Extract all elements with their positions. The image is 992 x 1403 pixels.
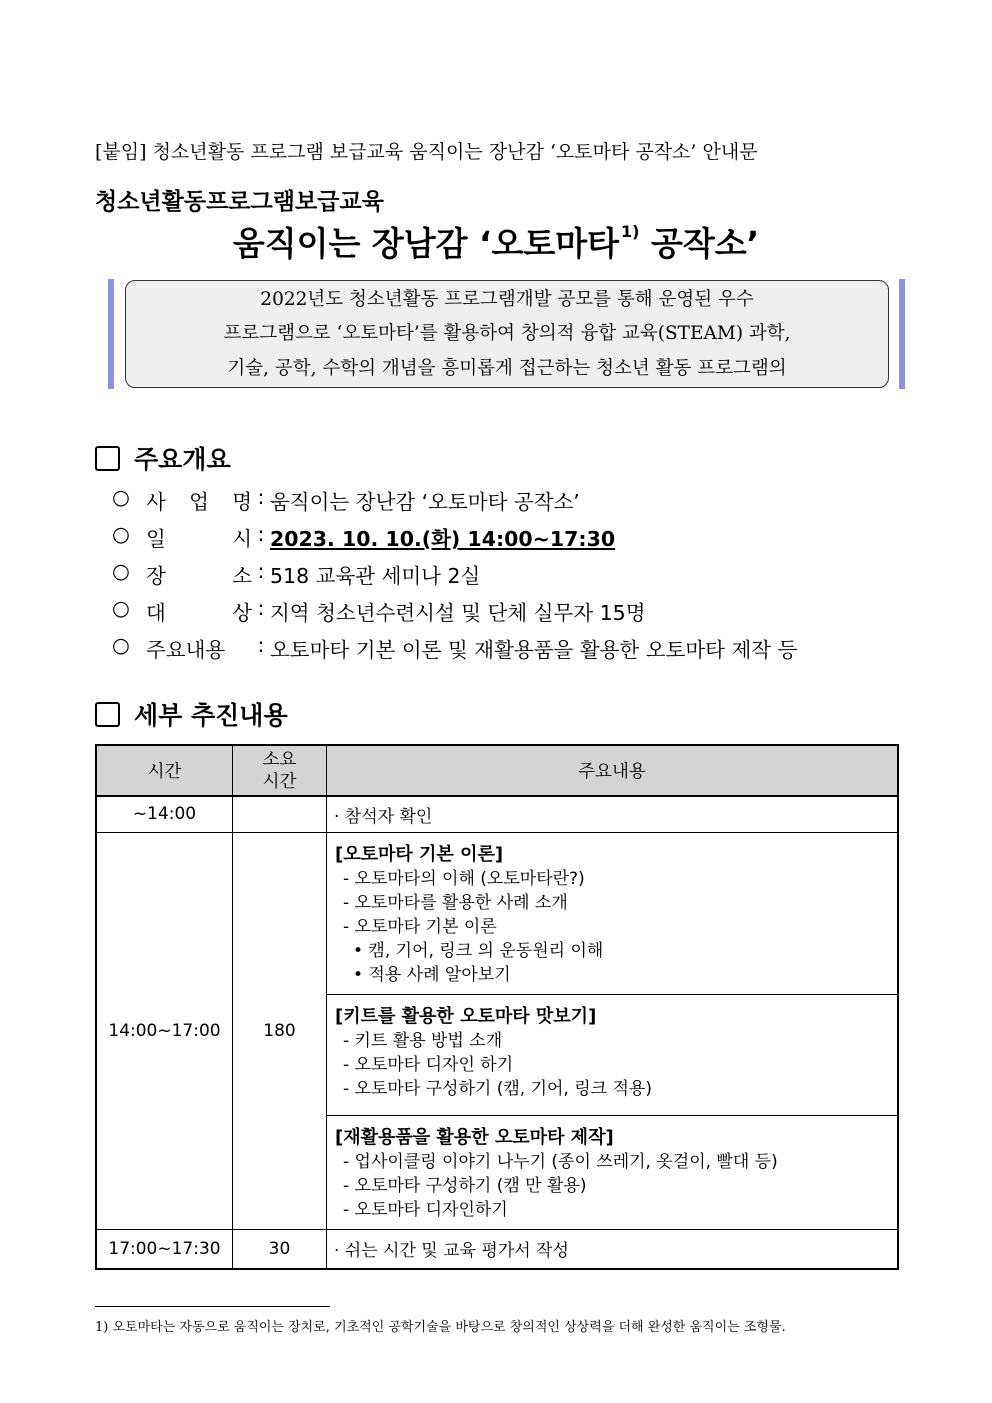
row-value <box>270 522 615 552</box>
row-label <box>146 559 252 589</box>
cell-duration: 30 <box>233 1229 327 1269</box>
footnote: 1) 오토마타는 자동으로 움직이는 장치로, 기초적인 공학기술을 바탕으로 창의적인 상상력을 더해 완성한 움직이는 조형물. <box>95 1320 786 1335</box>
label-char: 장 <box>146 564 166 588</box>
table-row <box>96 832 898 994</box>
sub-list-item: • 적용 사례 알아보기 <box>353 964 511 985</box>
overview-row-content <box>112 633 797 663</box>
cell-time: 17:00~17:30 <box>96 1229 233 1269</box>
intro-right-bar <box>899 279 905 389</box>
section-overview-heading <box>95 440 231 476</box>
overview-row-target <box>112 596 646 626</box>
content-block <box>327 994 899 1115</box>
list-item: - 오토마타 구성하기 (캠 만 활용) <box>343 1175 587 1196</box>
intro-line: 기술, 공학, 수학의 개념을 흥미롭게 접근하는 청소년 활동 프로그램의 <box>227 358 787 379</box>
list-item: - 오토마타 구성하기 (캠, 기어, 링크 적용) <box>343 1078 652 1099</box>
program-subtitle: 청소년활동프로그램보급교육 <box>95 189 384 215</box>
overview-row-date <box>112 522 615 552</box>
block-title: [키트를 활용한 오토마타 맛보기] <box>335 1005 597 1027</box>
row-value: 움직이는 장난감 ‘오토마타 공작소’ <box>270 490 580 514</box>
intro-left-bar <box>108 279 114 389</box>
circle-bullet-icon: ○ <box>112 559 130 583</box>
header-content: 주요내용 <box>327 745 899 796</box>
table-row <box>96 796 898 832</box>
cell-time: ~14:00 <box>96 796 233 832</box>
attachment-heading: [붙임] 청소년활동 프로그램 보급교육 움직이는 장난감 ‘오토마타 공작소’ 안내문 <box>95 141 758 163</box>
separator: : <box>257 522 265 546</box>
cell-duration: 180 <box>233 832 327 1229</box>
section-title: 주요개요 <box>134 445 231 474</box>
intro-box <box>125 280 889 388</box>
separator: : <box>257 596 265 620</box>
schedule-table <box>95 744 899 1270</box>
list-item: - 오토마타 기본 이론 <box>343 916 497 937</box>
overview-row-project-name <box>112 485 580 515</box>
footnote-divider <box>95 1306 330 1307</box>
separator: : <box>257 485 265 509</box>
separator: : <box>257 559 265 583</box>
content-block <box>327 1115 899 1229</box>
row-value: 오토마타 기본 이론 및 재활용품을 활용한 오토마타 제작 등 <box>270 638 798 662</box>
footnote-mark: 1) <box>621 222 640 241</box>
circle-bullet-icon: ○ <box>112 485 130 509</box>
row-label <box>146 485 252 515</box>
circle-bullet-icon: ○ <box>112 596 130 620</box>
label-char: 일 <box>146 527 166 551</box>
cell-content: · 쉬는 시간 및 교육 평가서 작성 <box>327 1229 899 1269</box>
label-char: 대 <box>146 601 166 625</box>
cell-content: · 참석자 확인 <box>327 796 899 832</box>
row-label <box>146 633 252 663</box>
overview-row-place <box>112 559 480 589</box>
header-duration-line: 소요 <box>262 749 297 770</box>
list-item: - 업사이클링 이야기 나누기 (종이 쓰레기, 옷걸이, 빨대 등) <box>343 1151 778 1172</box>
intro-panel <box>108 279 905 389</box>
section-detail-heading <box>95 696 288 732</box>
checkbox-icon <box>95 702 120 727</box>
separator: : <box>257 633 265 657</box>
circle-bullet-icon: ○ <box>112 522 130 546</box>
list-item: - 키트 활용 방법 소개 <box>343 1030 503 1051</box>
header-duration-line: 시간 <box>262 771 297 792</box>
label-char: 상 <box>232 601 252 625</box>
list-item: - 오토마타 디자인 하기 <box>343 1054 514 1075</box>
list-item: - 오토마타의 이해 (오토마타란?) <box>343 868 585 889</box>
cell-time: 14:00~17:00 <box>96 832 233 1229</box>
section-title: 세부 추진내용 <box>134 701 288 730</box>
label-char: 소 <box>232 564 252 588</box>
block-title: [재활용품을 활용한 오토마타 제작] <box>335 1126 614 1148</box>
date-value: 2023. 10. 10.(화) 14:00~17:30 <box>270 527 616 551</box>
header-duration <box>233 745 327 796</box>
sub-list-item: • 캠, 기어, 링크 의 운동원리 이해 <box>353 940 604 961</box>
list-item: - 오토마타를 활용한 사례 소개 <box>343 892 568 913</box>
block-title: [오토마타 기본 이론] <box>335 843 504 865</box>
row-value: 지역 청소년수련시설 및 단체 실무자 15명 <box>270 601 646 625</box>
cell-duration <box>233 796 327 832</box>
title-text: 움직이는 장남감 ‘오토마타 <box>232 224 620 263</box>
intro-line: 프로그램으로 ‘오토마타’를 활용하여 창의적 융합 교육(STEAM) 과학, <box>223 323 791 344</box>
circle-bullet-icon: ○ <box>112 633 130 657</box>
label-char: 사 <box>146 490 166 514</box>
list-item: - 오토마타 디자인하기 <box>343 1199 508 1220</box>
intro-line: 2022년도 청소년활동 프로그램개발 공모를 통해 운영된 우수 <box>260 289 754 310</box>
row-label <box>146 522 252 552</box>
label-char: 시 <box>232 527 252 551</box>
row-value: 518 교육관 세미나 2실 <box>270 564 481 588</box>
title-text-after: 공작소’ <box>639 224 760 263</box>
table-row <box>96 1229 898 1269</box>
content-block <box>327 832 899 994</box>
checkbox-icon <box>95 446 120 471</box>
row-label <box>146 596 252 626</box>
label-char: 명 <box>232 490 252 514</box>
table-header-row <box>96 745 898 796</box>
label-char: 업 <box>189 490 209 514</box>
page-title <box>95 218 897 265</box>
header-time: 시간 <box>96 745 233 796</box>
label-char: 주요내용 <box>146 638 226 662</box>
